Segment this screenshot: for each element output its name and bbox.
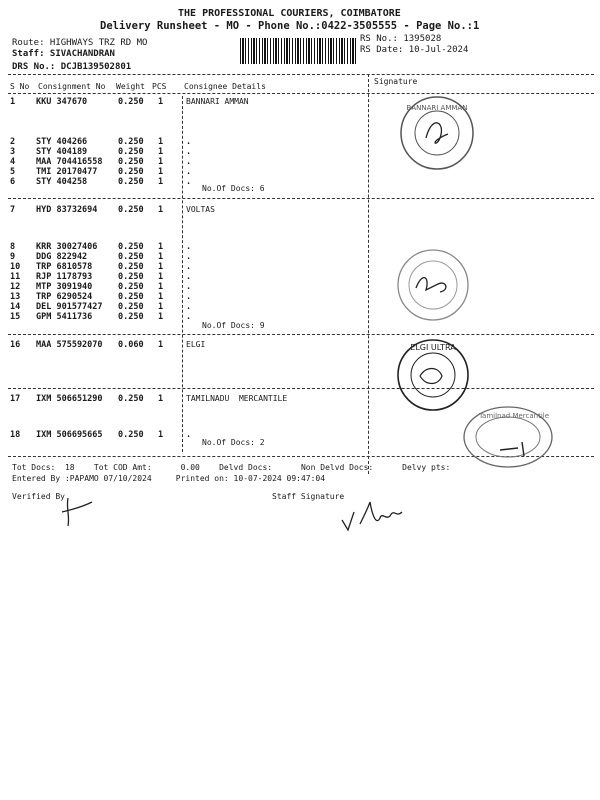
rs-date: RS Date: 10-Jul-2024 — [360, 45, 469, 55]
row-weight: 0.250 — [118, 137, 144, 147]
row-pieces: 1 — [158, 394, 164, 404]
row-pieces: 1 — [158, 312, 164, 322]
docs-count: No.Of Docs: 6 — [202, 184, 265, 193]
row-pieces: 1 — [158, 292, 164, 302]
row-consignee-detail: . — [186, 292, 192, 302]
consignee-name: BANNARI AMMAN — [186, 97, 249, 106]
row-pieces: 1 — [158, 272, 164, 282]
row-serial-number: 6 — [10, 177, 16, 187]
svg-text:ELGI ULTRA: ELGI ULTRA — [410, 343, 456, 352]
consignee-name: ELGI — [186, 340, 206, 349]
drs-number: DRS No.: DCJB139502801 — [12, 62, 132, 72]
row-consignment-number: STY 404266 — [36, 137, 88, 147]
route-label: Route: HIGHWAYS TRZ RD MO — [12, 38, 148, 48]
row-consignment-number: STY 404258 — [36, 177, 88, 187]
row-serial-number: 15 — [10, 312, 21, 322]
row-consignee-detail: . — [186, 302, 192, 312]
row-serial-number: 11 — [10, 272, 21, 282]
row-weight: 0.250 — [118, 302, 144, 312]
row-consignee-detail: . — [186, 262, 192, 272]
row-pieces: 1 — [158, 252, 164, 262]
row-consignment-number: TRP 6810578 — [36, 262, 93, 272]
col-signature: Signature — [374, 77, 418, 86]
row-consignment-number: TMI 20170477 — [36, 167, 98, 177]
row-serial-number: 12 — [10, 282, 21, 292]
barcode — [240, 38, 356, 64]
table-row — [0, 272, 368, 282]
row-serial-number: 16 — [10, 340, 21, 350]
row-pieces: 1 — [158, 340, 164, 350]
row-pieces: 1 — [158, 97, 164, 107]
row-consignee-detail: . — [186, 282, 192, 292]
rs-number: RS No.: 1395028 — [360, 34, 442, 44]
staff-signature — [336, 494, 416, 538]
table-row — [0, 394, 368, 404]
consignee-column-divider — [182, 96, 183, 452]
row-pieces: 1 — [158, 205, 164, 215]
row-serial-number: 14 — [10, 302, 21, 312]
table-row — [0, 167, 368, 177]
row-pieces: 1 — [158, 302, 164, 312]
staff-label: Staff: SIVACHANDRAN — [12, 49, 115, 59]
consignee-name: VOLTAS — [186, 205, 215, 214]
row-serial-number: 9 — [10, 252, 16, 262]
row-serial-number: 3 — [10, 147, 16, 157]
row-pieces: 1 — [158, 262, 164, 272]
row-consignment-number: MTP 3091940 — [36, 282, 93, 292]
table-row — [0, 262, 368, 272]
svg-text:Tamilnad Mercantile: Tamilnad Mercantile — [478, 412, 550, 420]
row-pieces: 1 — [158, 157, 164, 167]
row-weight: 0.250 — [118, 262, 144, 272]
row-consignee-detail: . — [186, 147, 192, 157]
table-row — [0, 97, 368, 107]
table-row — [0, 177, 368, 187]
voltas-stamp — [394, 246, 472, 324]
row-consignee-detail: . — [186, 272, 192, 282]
row-consignment-number: DDG 822942 — [36, 252, 88, 262]
row-consignee-detail: . — [186, 177, 192, 187]
table-row — [0, 302, 368, 312]
row-weight: 0.250 — [118, 205, 144, 215]
group-divider — [8, 198, 594, 199]
table-row — [0, 282, 368, 292]
docs-count: No.Of Docs: 9 — [202, 321, 265, 330]
col-consignee: Consignee Details — [184, 82, 266, 91]
row-weight: 0.250 — [118, 167, 144, 177]
col-weight: Weight — [116, 82, 145, 91]
row-consignment-number: MAA 704416558 — [36, 157, 103, 167]
table-row — [0, 205, 368, 215]
row-consignment-number: GPM 5411736 — [36, 312, 93, 322]
row-weight: 0.250 — [118, 272, 144, 282]
elgi-stamp — [394, 336, 472, 414]
row-consignment-number: IXM 506651290 — [36, 394, 103, 404]
docs-count: No.Of Docs: 2 — [202, 438, 265, 447]
table-row — [0, 292, 368, 302]
row-consignment-number: KRR 30027406 — [36, 242, 98, 252]
row-weight: 0.250 — [118, 394, 144, 404]
row-weight: 0.250 — [118, 312, 144, 322]
row-consignment-number: IXM 506695665 — [36, 430, 103, 440]
row-pieces: 1 — [158, 167, 164, 177]
row-consignee-detail: . — [186, 242, 192, 252]
verified-by-label: Verified By — [12, 492, 65, 501]
row-weight: 0.250 — [118, 252, 144, 262]
row-serial-number: 2 — [10, 137, 16, 147]
bannari-amman-stamp — [398, 94, 476, 172]
table-row — [0, 340, 368, 350]
row-serial-number: 8 — [10, 242, 16, 252]
row-consignee-detail: . — [186, 312, 192, 322]
row-serial-number: 13 — [10, 292, 21, 302]
row-consignment-number: TRP 6290524 — [36, 292, 93, 302]
row-pieces: 1 — [158, 177, 164, 187]
group-divider — [8, 388, 594, 389]
row-weight: 0.250 — [118, 282, 144, 292]
row-pieces: 1 — [158, 430, 164, 440]
table-row — [0, 312, 368, 322]
group-divider — [8, 334, 594, 335]
table-row — [0, 430, 368, 440]
row-consignment-number: DEL 901577427 — [36, 302, 103, 312]
row-consignment-number: MAA 575592070 — [36, 340, 103, 350]
table-row — [0, 157, 368, 167]
row-weight: 0.060 — [118, 340, 144, 350]
row-consignee-detail: . — [186, 157, 192, 167]
row-pieces: 1 — [158, 282, 164, 292]
header-bottom-rule — [8, 93, 594, 94]
row-consignee-detail: . — [186, 137, 192, 147]
row-serial-number: 18 — [10, 430, 21, 440]
row-consignment-number: STY 404189 — [36, 147, 88, 157]
staff-signature-label: Staff Signature — [272, 492, 345, 501]
row-consignee-detail: . — [186, 252, 192, 262]
row-pieces: 1 — [158, 137, 164, 147]
row-weight: 0.250 — [118, 242, 144, 252]
row-serial-number: 17 — [10, 394, 21, 404]
row-weight: 0.250 — [118, 97, 144, 107]
header-top-rule — [8, 74, 594, 75]
row-serial-number: 10 — [10, 262, 21, 272]
col-consignment: Consignment No — [38, 82, 106, 91]
table-row — [0, 242, 368, 252]
row-consignee-detail: . — [186, 430, 192, 440]
table-row — [0, 147, 368, 157]
row-weight: 0.250 — [118, 147, 144, 157]
col-sno: S No — [10, 82, 30, 91]
svg-text:BANNARI AMMAN: BANNARI AMMAN — [406, 104, 468, 112]
table-row — [0, 137, 368, 147]
row-consignment-number: KKU 347670 — [36, 97, 88, 107]
row-pieces: 1 — [158, 242, 164, 252]
row-serial-number: 5 — [10, 167, 16, 177]
row-weight: 0.250 — [118, 157, 144, 167]
consignee-name: TAMILNADU MERCANTILE — [186, 394, 288, 403]
table-row — [0, 252, 368, 262]
row-consignment-number: RJP 1178793 — [36, 272, 93, 282]
row-serial-number: 4 — [10, 157, 16, 167]
row-serial-number: 7 — [10, 205, 16, 215]
row-consignee-detail: . — [186, 167, 192, 177]
totals-line: Tot Docs: 18 Tot COD Amt: 0.00 Delvd Docs: Non Delvd Docs: Delvy pts: — [12, 463, 451, 472]
tmb-bank-stamp — [460, 404, 556, 470]
verified-by-signature — [58, 494, 98, 528]
row-weight: 0.250 — [118, 177, 144, 187]
row-weight: 0.250 — [118, 430, 144, 440]
row-weight: 0.250 — [118, 292, 144, 302]
page-title: Delivery Runsheet - MO - Phone No.:0422-3505555 - Page No.:1 — [100, 20, 480, 32]
company-name: THE PROFESSIONAL COURIERS, COIMBATORE — [178, 8, 401, 19]
row-pieces: 1 — [158, 147, 164, 157]
row-consignment-number: HYD 83732694 — [36, 205, 98, 215]
col-pcs: PCS — [152, 82, 167, 91]
row-serial-number: 1 — [10, 97, 16, 107]
signature-column-divider — [368, 74, 369, 474]
entered-by-line: Entered By :PAPAMO 07/10/2024 Printed on: 10-07-2024 09:47:04 — [12, 474, 326, 483]
